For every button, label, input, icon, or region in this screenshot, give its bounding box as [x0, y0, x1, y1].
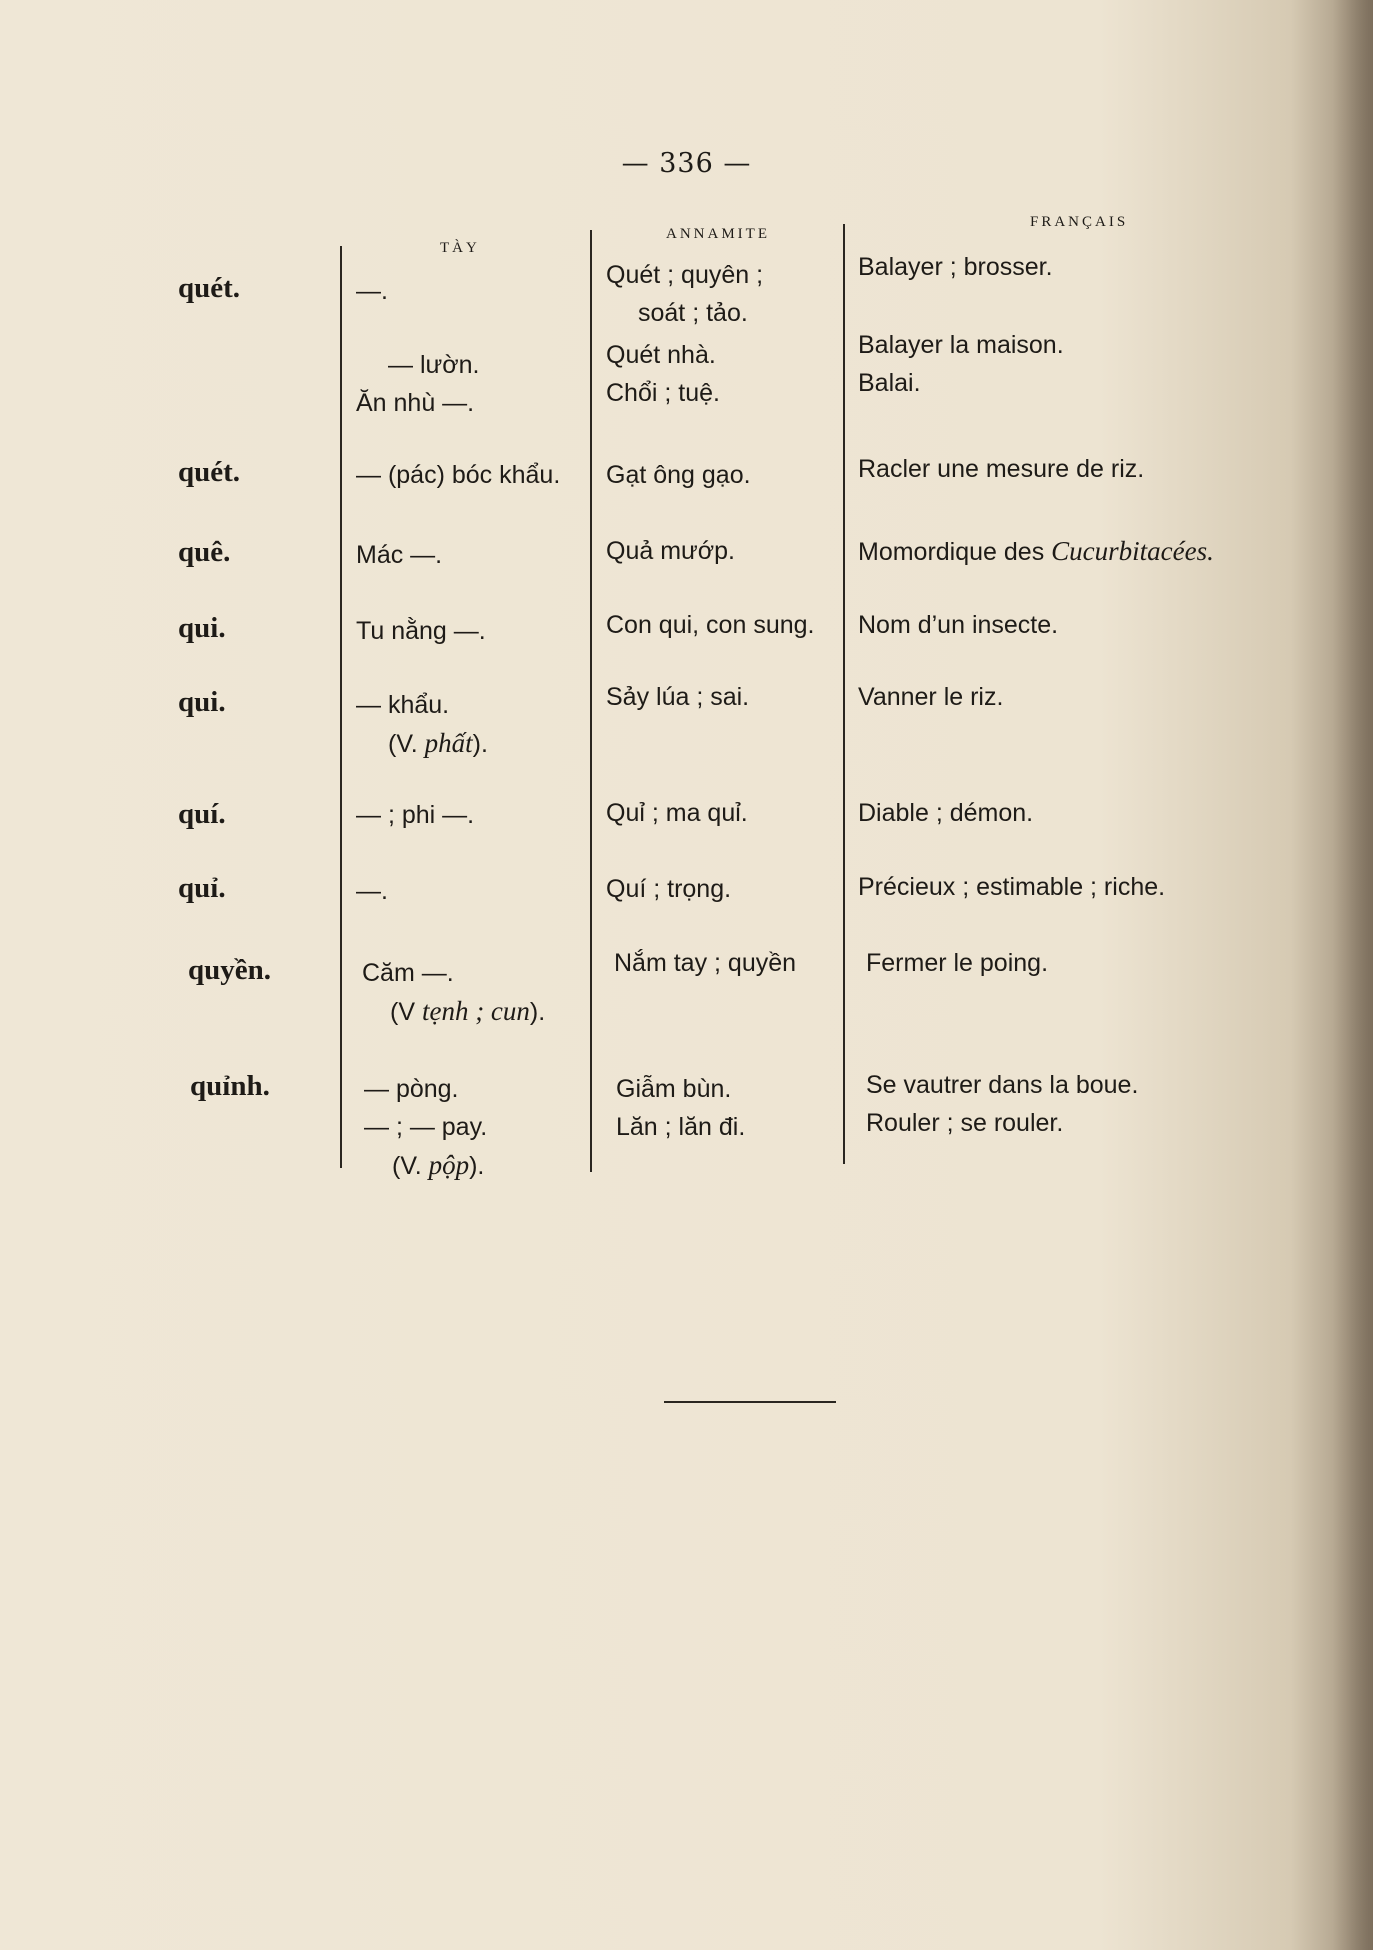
tay-line — [364, 1146, 487, 1185]
annamite-cell — [606, 256, 763, 332]
francais-line — [858, 532, 1214, 571]
headword: quí. — [178, 798, 226, 830]
francais-cell — [858, 248, 1053, 286]
annamite-line: Chổi ; tuệ. — [606, 379, 720, 407]
francais-line: Diable ; démon. — [858, 799, 1034, 827]
column-divider-1 — [340, 246, 342, 1168]
tay-italic: phất — [424, 728, 473, 758]
tay-line: Mác —. — [356, 541, 443, 569]
tay-cell — [356, 272, 388, 310]
tay-text: (V. — [392, 1152, 429, 1180]
francais-line: Balayer la maison. — [858, 331, 1064, 359]
tay-line: — khẩu. — [356, 691, 450, 719]
headword: quỉ. — [178, 872, 226, 904]
annamite-line: Quét nhà. — [606, 341, 716, 369]
annamite-line: Nắm tay ; quyền — [614, 949, 797, 977]
page-edge-shadow — [1333, 0, 1373, 1950]
tay-line: — lườn. — [388, 351, 480, 379]
headword: quê. — [178, 536, 231, 568]
column-header-annamite: ANNAMITE — [666, 226, 770, 242]
tay-cell — [356, 536, 442, 574]
francais-line: Balayer ; brosser. — [858, 253, 1053, 281]
tay-cell — [356, 612, 486, 650]
tay-text: ). — [529, 998, 546, 1026]
annamite-cell — [606, 678, 749, 716]
tay-text: ). — [472, 730, 488, 758]
tay-cell — [356, 872, 388, 910]
francais-cell — [858, 326, 1064, 402]
annamite-cell — [606, 794, 748, 832]
tay-line: — (pác) bóc khẩu. — [356, 461, 561, 489]
tay-cell — [356, 346, 479, 422]
francais-cell — [866, 944, 1048, 982]
francais-text: Momordique des — [858, 538, 1052, 566]
annamite-line: soát ; tảo. — [638, 299, 748, 327]
tay-cell — [362, 954, 545, 1031]
annamite-line: Lăn ; lăn đi. — [616, 1113, 746, 1141]
annamite-line: Sảy lúa ; sai. — [606, 683, 750, 711]
tay-cell — [356, 796, 474, 834]
tay-text: (V. — [388, 730, 425, 758]
tay-line — [362, 992, 545, 1031]
francais-line: Balai. — [858, 369, 921, 397]
francais-cell — [858, 450, 1144, 488]
tay-line: — pòng. — [364, 1075, 459, 1103]
annamite-line: Giẫm bùn. — [616, 1075, 732, 1103]
francais-cell — [858, 794, 1033, 832]
annamite-cell — [606, 870, 731, 908]
francais-cell — [866, 1066, 1138, 1142]
francais-line: Se vautrer dans la boue. — [866, 1071, 1139, 1099]
annamite-line: Quí ; trọng. — [606, 875, 732, 903]
end-rule — [664, 1401, 836, 1403]
tay-text: (V — [390, 998, 422, 1026]
annamite-cell — [606, 456, 751, 494]
headword: qui. — [178, 612, 226, 644]
tay-line: —. — [356, 277, 388, 305]
annamite-cell — [606, 336, 720, 412]
francais-cell — [858, 532, 1214, 571]
annamite-line: Gạt ông gạo. — [606, 461, 751, 489]
tay-italic: tẹnh ; cun — [421, 996, 530, 1026]
tay-text: ). — [469, 1152, 485, 1180]
column-divider-2 — [590, 230, 592, 1172]
tay-line — [356, 724, 488, 763]
francais-cell — [858, 868, 1165, 906]
tay-line: — ; phi —. — [356, 801, 475, 829]
headword: quỉnh. — [190, 1070, 270, 1102]
francais-line: Fermer le poing. — [866, 949, 1049, 977]
column-header-francais: FRANÇAIS — [1030, 214, 1129, 230]
annamite-cell — [606, 532, 735, 570]
tay-line: —. — [356, 877, 388, 905]
francais-cell — [858, 678, 1003, 716]
headword: qui. — [178, 686, 226, 718]
annamite-line: Quả mướp. — [606, 537, 736, 565]
annamite-cell — [606, 606, 814, 644]
francais-line: Précieux ; estimable ; riche. — [858, 873, 1166, 901]
annamite-line: Quỉ ; ma quỉ. — [606, 799, 748, 827]
francais-line: Racler une mesure de riz. — [858, 455, 1145, 483]
tay-cell — [356, 686, 488, 763]
tay-italic: pộp — [428, 1150, 470, 1180]
francais-line: Vanner le riz. — [858, 683, 1004, 711]
tay-cell — [356, 456, 560, 494]
annamite-line: Quét ; quyên ; — [606, 261, 764, 289]
tay-cell — [364, 1070, 487, 1185]
francais-line: Rouler ; se rouler. — [866, 1109, 1064, 1137]
headword: quét. — [178, 456, 241, 488]
annamite-cell — [616, 1070, 745, 1146]
column-divider-3 — [843, 224, 845, 1164]
annamite-line: Con qui, con sung. — [606, 611, 815, 639]
page-number: — 336 — — [621, 148, 752, 179]
tay-line: — ; — pay. — [364, 1113, 488, 1141]
francais-cell — [858, 606, 1058, 644]
column-header-tay: TÀY — [440, 240, 480, 256]
headword: quyền. — [188, 954, 272, 986]
tay-line: Ăn nhù —. — [356, 389, 475, 417]
tay-line: Căm —. — [362, 959, 454, 987]
tay-line: Tu nằng —. — [356, 617, 486, 645]
francais-line: Nom d’un insecte. — [858, 611, 1059, 639]
headword: quét. — [178, 272, 241, 304]
francais-italic: Cucurbitacées. — [1051, 536, 1214, 566]
annamite-cell — [614, 944, 796, 982]
